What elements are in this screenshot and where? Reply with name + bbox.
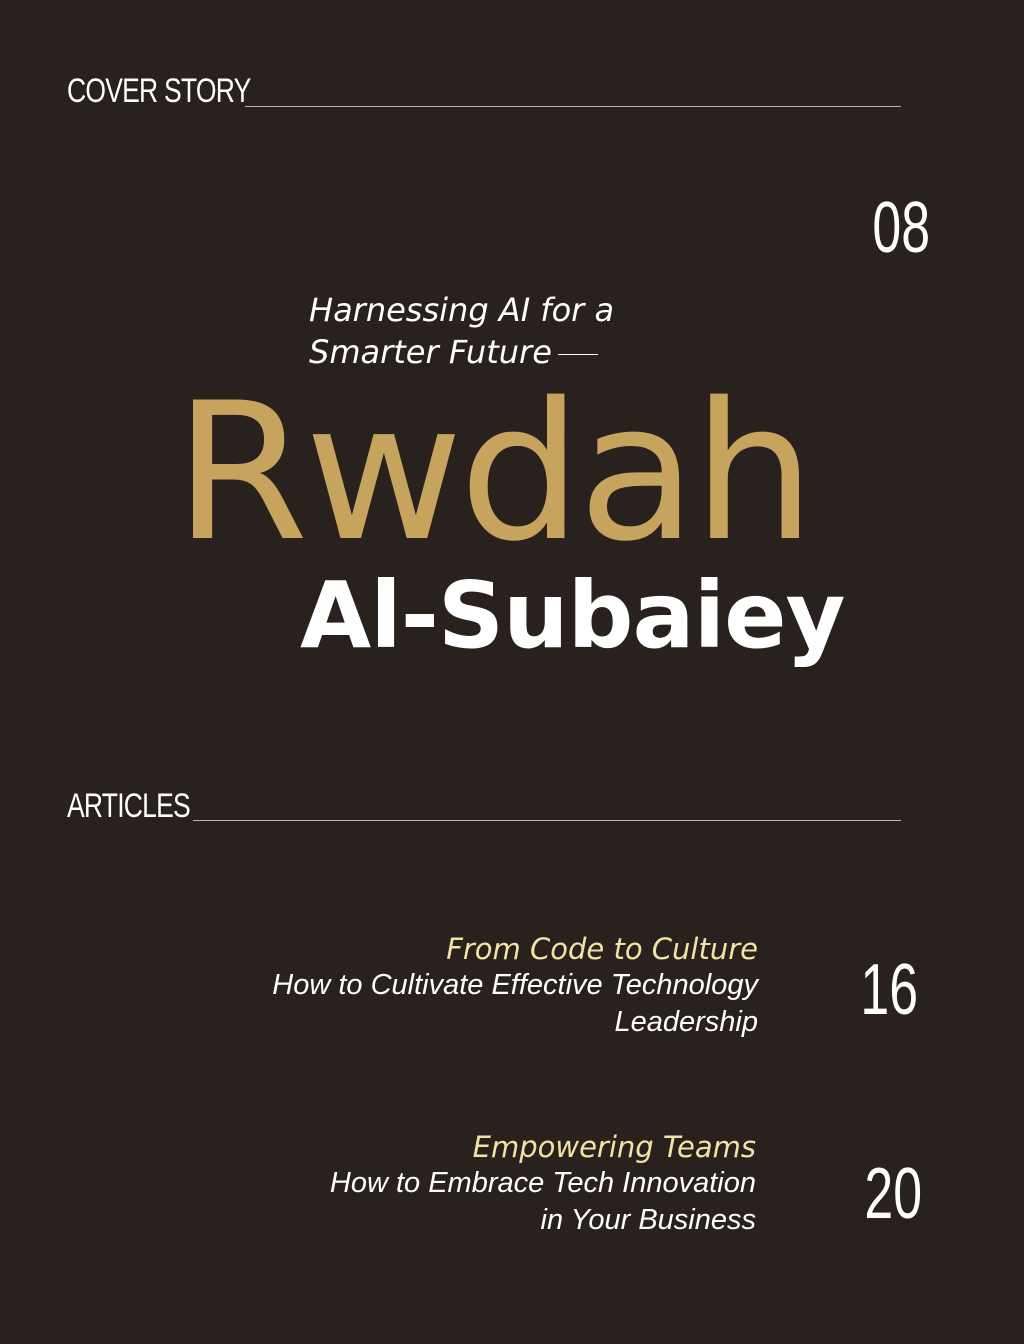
article-item[interactable] [116, 1129, 756, 1239]
cover-story-label: COVER STORY [67, 72, 251, 110]
article-title: From Code to Culture [446, 932, 758, 966]
article-title: Empowering Teams [472, 1130, 756, 1164]
subhead-line-1: Harnessing AI for a [309, 291, 615, 329]
cover-story-subhead [309, 289, 614, 373]
subhead-line-2-text: Smarter Future [309, 333, 552, 371]
article-page-number: 16 [860, 950, 918, 1030]
cover-first-name: Rwdah [174, 362, 812, 583]
subhead-dash [558, 354, 598, 355]
article-item[interactable] [118, 931, 758, 1041]
article-page-number: 20 [864, 1154, 922, 1234]
article-subtitle-line-1: How to Cultivate Effective Technology [272, 969, 758, 1001]
article-subtitle-line-2: Leadership [614, 1006, 758, 1038]
cover-last-name: Al-Subaiey [300, 562, 845, 669]
article-subtitle-line-2: in Your Business [540, 1204, 756, 1236]
articles-rule [193, 820, 901, 821]
cover-story-rule [245, 106, 901, 107]
article-subtitle-line-1: How to Embrace Tech Innovation [329, 1167, 756, 1199]
cover-story-page-number: 08 [872, 188, 930, 268]
articles-label: ARTICLES [67, 787, 190, 825]
